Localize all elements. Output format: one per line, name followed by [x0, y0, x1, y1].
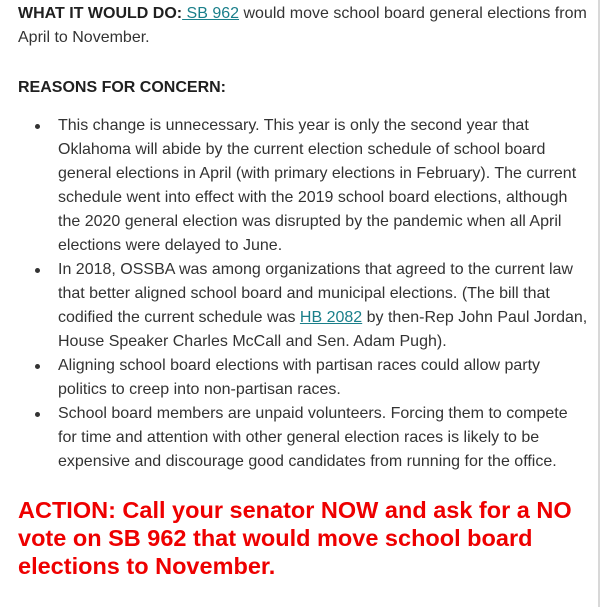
hb-2082-link[interactable]: HB 2082: [299, 309, 363, 326]
reasons-list: [18, 114, 588, 474]
list-item-text: In 2018, OSSBA was among organizations that agreed to the current law that better aligned school board and municipal elections. (The bill that codified the current schedule was: [58, 261, 573, 326]
scroll-edge: [598, 0, 600, 607]
list-item: [58, 354, 588, 402]
list-item: [58, 114, 588, 258]
action-callout: ACTION: Call your senator NOW and ask for a NO vote on SB 962 that would move school board elections to November.: [18, 497, 572, 579]
list-item: [58, 402, 588, 474]
bullet-icon: [35, 412, 40, 417]
what-it-would-do-paragraph: [18, 2, 588, 50]
reasons-heading: REASONS FOR CONCERN:: [18, 79, 227, 96]
list-item-text: Aligning school board elections with partisan races could allow party politics to creep into non-partisan races.: [58, 357, 541, 398]
list-item-text: School board members are unpaid volunteers. Forcing them to compete for time and attention with other general election races is likely to be expensive and discourage good candidates from running for the office.: [58, 405, 568, 470]
sb-962-link[interactable]: SB 962: [182, 5, 240, 22]
bullet-icon: [35, 268, 40, 273]
list-item-text-end: by then-Rep John Paul Jordan, House Speaker Charles McCall and Sen. Adam Pugh).: [58, 309, 588, 350]
list-item-text: This change is unnecessary. This year is only the second year that Oklahoma will abide by the current election schedule of school board general elections in April (with primary elections in February). The current schedule went into effect with the 2019 school board elections, although the 2020 general election was disrupted by the pandemic when all April elections were delayed to June.: [58, 117, 577, 254]
bullet-icon: [35, 124, 40, 129]
list-item: [58, 258, 588, 354]
what-label: WHAT IT WOULD DO:: [18, 5, 183, 22]
bullet-icon: [35, 364, 40, 369]
article-body: [18, 2, 588, 580]
what-text: would move school board general elections from April to November.: [18, 5, 587, 46]
